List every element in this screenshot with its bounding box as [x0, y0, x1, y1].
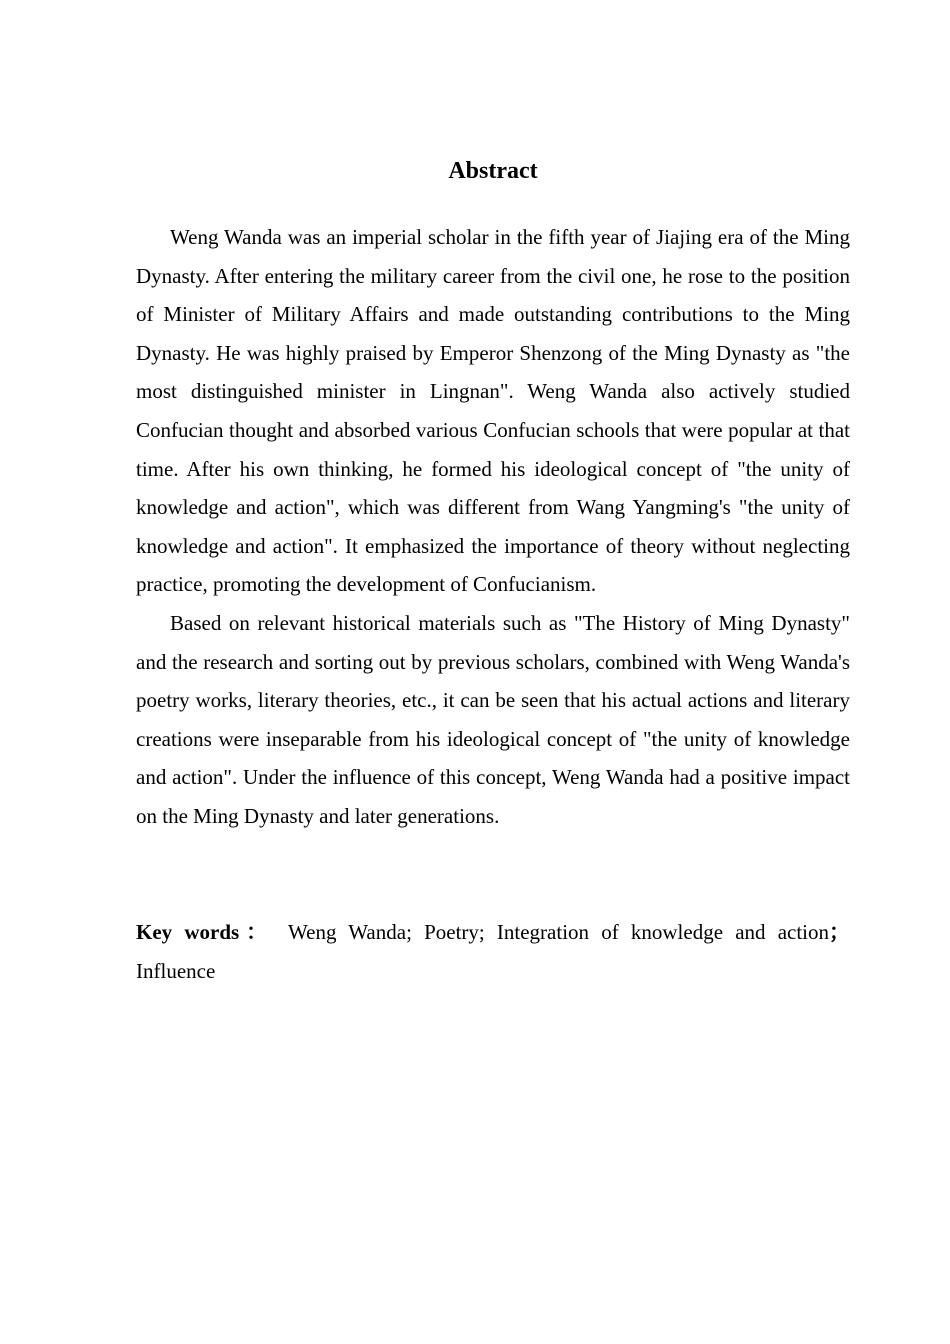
- keywords-items-last: Influence: [136, 958, 216, 983]
- keywords-line: [136, 913, 850, 990]
- abstract-body: [136, 218, 850, 836]
- abstract-paragraph-2: Based on relevant historical materials such as "The History of Ming Dynasty" and the research and sorting out by previous scholars, combined with Weng Wanda's poetry works, literary theories, etc., it can be seen that his actual actions and literary creations were inseparable from his ideological concept of "the unity of knowledge and action". Under the influence of this concept, Weng Wanda had a positive impact on the Ming Dynasty and later generations.: [136, 610, 850, 828]
- abstract-paragraph-1: Weng Wanda was an imperial scholar in the fifth year of Jiajing era of the Ming Dynasty. After entering the military career from the civil one, he rose to the position of Minister of Military Affairs and made outstanding contributions to the Ming Dynasty. He was highly praised by Emperor Shenzong of the Ming Dynasty as "the most distinguished minister in Lingnan". Weng Wanda also actively studied Confucian thought and absorbed various Confucian schools that were popular at that time. After his own thinking, he formed his ideological concept of "the unity of knowledge and action", which was different from Wang Yangming's "the unity of knowledge and action". It emphasized the importance of theory without neglecting practice, promoting the development of Confucianism.: [136, 225, 850, 597]
- keywords-colon: ：: [239, 920, 275, 944]
- keywords-separator: ；: [829, 920, 851, 944]
- abstract-title: Abstract: [448, 158, 538, 184]
- keywords-items: Weng Wanda; Poetry; Integration of knowledge and action: [288, 920, 830, 944]
- keywords-label: Key words: [136, 920, 240, 944]
